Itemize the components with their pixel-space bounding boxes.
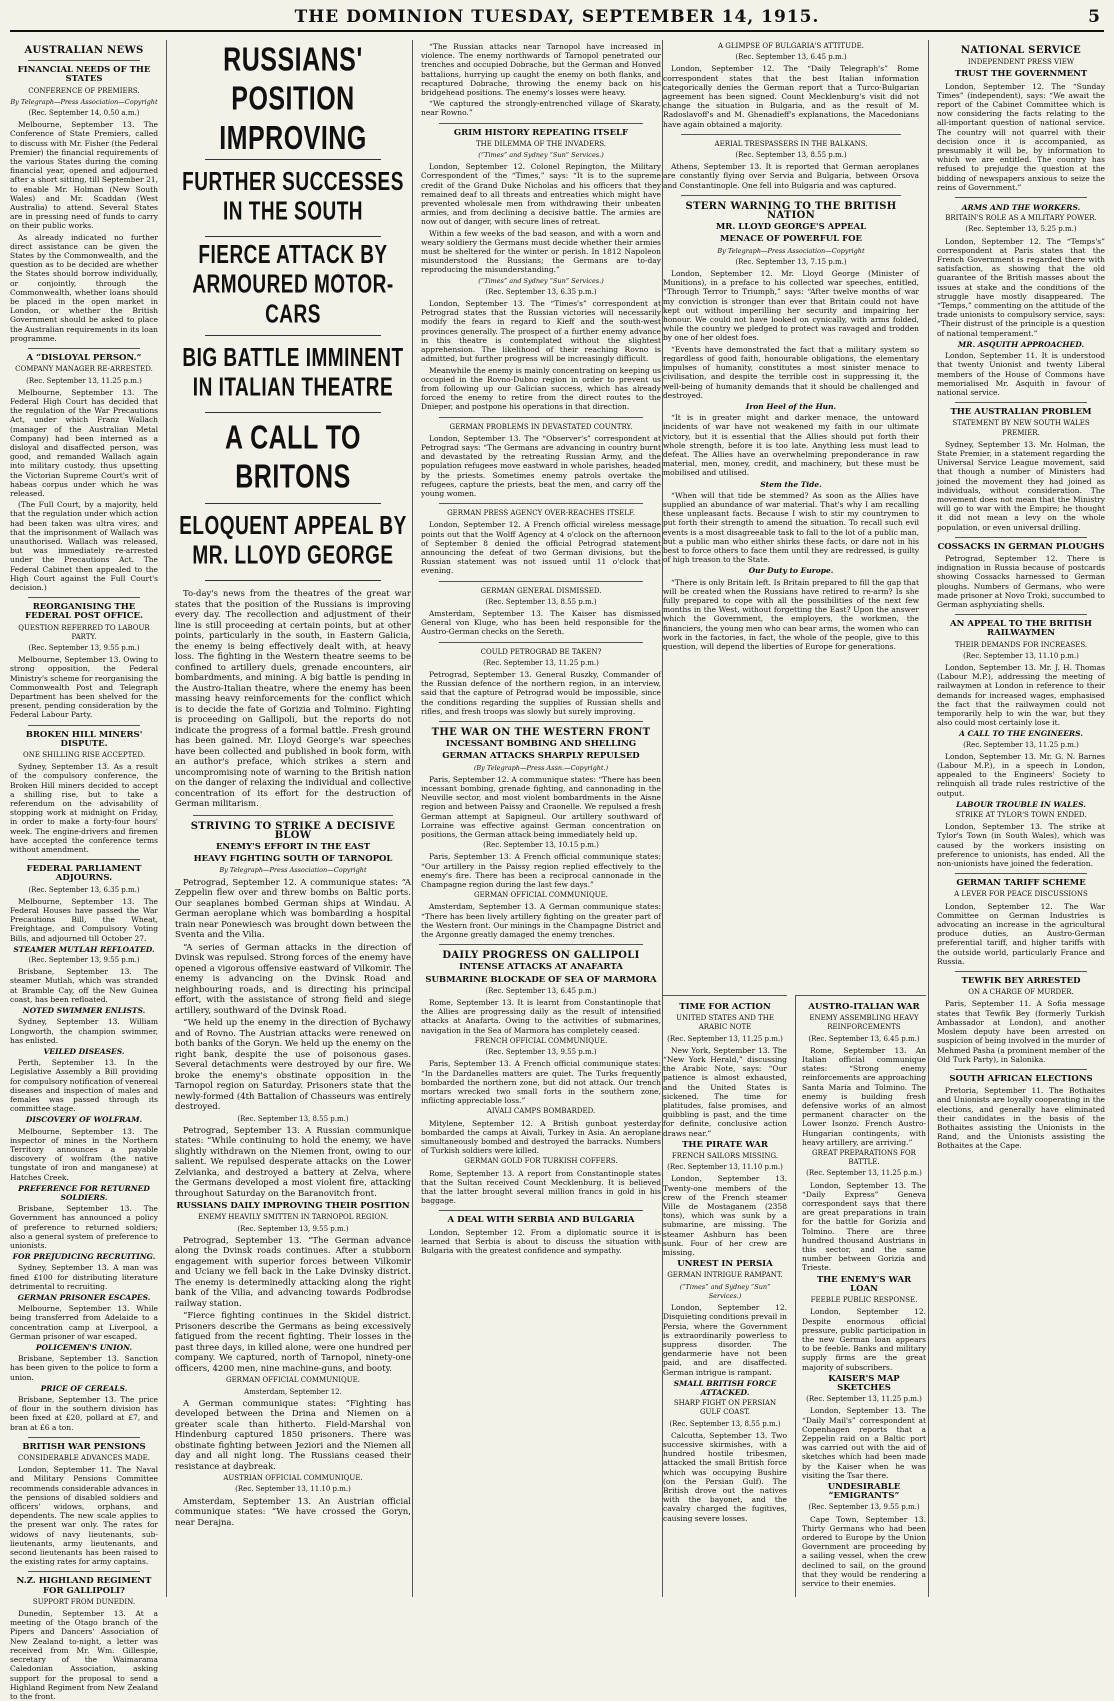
dateline: (Rec. September 13, 6.45 p.m.) (735, 53, 847, 62)
article-paragraph: Calcutta, September 13. Two successive skirmishes, with a hundred hostile tribesmen, attacked the small British force which was occupying Bushire (on the Persian Gulf). The British drove out the natives with the bayonet, and the cavalry charged the fugitives, causing severe losses. (663, 1430, 787, 1523)
article-paragraph: Brisbane, September 13. The steamer Mutlah, which was stranded at Bramble Cay, off the New Guinea coast, has been refloated. (10, 967, 158, 1004)
austro-italian-war-section (795, 995, 926, 1597)
article-paragraph: London, September 12. Colonel Repington, the Military Correspondent of the “Times,” says: “It is to the supreme credit of the Grand Duke Nicholas and his officers that they remained deaf to all threats and entreaties which might have prevented wholesale men from withdrawing their unbeaten armies, and from declining a decisive battle. The armies are now out of danger, with secure lines of retreat. (421, 162, 661, 227)
dateline: Amsterdam, September 12. (244, 1387, 342, 1396)
dateline: (Rec. September 13, 5.25 p.m.) (965, 225, 1077, 234)
subheading: INTENSE ATTACKS AT ANAFARTA (459, 962, 623, 973)
credit-line: (“Times” and Sydney “Sun” Services.) (478, 276, 604, 285)
dateline: (Rec. September 13, 6.45 p.m.) (808, 1034, 920, 1043)
subheading: ENEMY'S EFFORT IN THE EAST (215, 841, 371, 852)
article-headline: THE WAR ON THE WESTERN FRONT (431, 727, 651, 738)
article-headline: KAISER'S MAP SKETCHES (828, 1373, 900, 1393)
subheading: MR. LLOYD GEORGE'S APPEAL (715, 222, 867, 233)
article-headline: GERMAN PRISONER ESCAPES. (17, 1292, 151, 1302)
article-paragraph: Perth, September 13. In the Legislative Assembly a Bill providing for compulsory notification of venereal diseases and inspection of males and females was passed through its committee stage. (10, 1058, 158, 1114)
article-headline: ARMS AND THE WORKERS. (961, 203, 1081, 213)
article-paragraph: “We held up the enemy in the direction of Bychawy and of Rovno. The Austrian attacks were renewed on both banks of the Goryn. We held up the enemy on the right bank, despite the use of poisonous gases. Several detachments were destroyed by our fire. We broke the enemy's obstinate opposition in the Tarnopol region on Saturday. Prisoners state that the newly-formed (4th Battalion of Chasseurs was entirely destroyed. (175, 1018, 411, 1113)
article-paragraph: Meanwhile the enemy is mainly concentrating on keeping us occupied in the Rovno-Dubno region in order to prevent us from following up our Galician success, which has already forced the enemy to retire from the direct routes to the Dnieper, and postpone his operations in that direction. (421, 365, 661, 412)
dateline: (Rec. September 13, 11.25 p.m.) (483, 658, 599, 667)
dateline: (Rec. September 13, 11.25 p.m.) (806, 1169, 922, 1178)
crosshead: SMALL BRITISH FORCE ATTACKED. (673, 1378, 777, 1397)
article-paragraph: As already indicated no further direct assistance can be given the States by the Commonwealth, and the question as to be decided are whether the States should borrow individually, or conjointly, through the Commonwealth, whether loans should be placed in the open market in London, or whether the British Government should be asked to place the Australian requirements in its loan programme. (10, 232, 158, 343)
subheading: SUBMARINE BLOCKADE OF SEA OF MARMORA (425, 974, 657, 985)
dateline: (Rec. September 13, 11.10 p.m.) (235, 1485, 351, 1494)
article-headline: COULD PETROGRAD BE TAKEN? (480, 647, 602, 656)
article-paragraph: Melbourne, September 13. The Federal High Court has decided that the regulation of the War Precautions Act, under which Franz Wallach (manager of the Australian Metal Company) had been interned as a disloyal and disaffected person, was good, and remanded Wallach again into military custody, thus upsetting the Victorian Supreme Court's writ of habeas corpus under which he was released. (10, 387, 158, 498)
dateline: (Rec. September 13, 9.55 p.m.) (237, 1224, 349, 1233)
subheading: QUESTION REFERRED TO LABOUR PARTY. (18, 623, 150, 641)
subheading: THEIR DEMANDS FOR INCREASES. (954, 640, 1088, 649)
dateline: (Rec. September 13, 6.45 p.m.) (485, 986, 597, 995)
subheading: FEEBLE PUBLIC RESPONSE. (810, 1296, 918, 1305)
article-paragraph: Melbourne, September 13. The inspector of mines in the Northern Territory announces a payable discovery of wolfram (the native tungstate of iron and manganese) at Hatches Creek. (10, 1126, 158, 1182)
article-paragraph: Rome, September 13. It is learnt from Constantinople that the Allies are progressing daily as the result of intensified attacks at Anafarta. Owing to the activities of submarines, navigation in the Sea of Marmora has completely ceased. (421, 998, 661, 1035)
article-headline: THE PIRATE WAR (682, 1139, 768, 1150)
article-paragraph: London, September 12. The “Temps's” correspondent at Paris states that the French Government is regarded there with satisfaction, as showing that the old guarantee of the British masses about the issues at stake and the conditions of the struggle have mostly disappeared. The “Temps,” commenting on the attitude of the trade unionists to compulsory service, says: “Their distrust of the principle is a question of national temperament.” (937, 236, 1105, 338)
subheading: GERMAN INTRIGUE RAMPANT. (667, 1271, 783, 1280)
article-paragraph: Amsterdam, September 13. A German communique states: “There has been lively artillery fighting on the greater part of the Western front. Our minings in the Champagne District and the Argonne greatly damaged the enemy trenches. (421, 902, 661, 940)
column-national-service (928, 40, 1105, 1597)
column-main-war-news (166, 40, 419, 1597)
article-headline: VEILED DISEASES. (43, 1046, 125, 1056)
article-paragraph: Paris, September 13. A French official communique states: “Our artillery in the Paissy region replied effectively to the enemy's fire. There has been a reciprocal cannonade in the Champagne region during the last few days.” (421, 852, 661, 890)
crosshead: Our Duty to Europe. (748, 566, 834, 576)
subheading: COMPANY MANAGER RE-ARRESTED. (15, 365, 153, 374)
subheading: SHARP FIGHT ON PERSIAN GULF COAST. (673, 1399, 777, 1417)
article-paragraph: Cape Town, September 13. Thirty Germans who had been ordered to Europe by the Union Government are proceeding by a sailing vessel, when the crew declined to sail, on the ground that they would be rendering a service to their enemies. (802, 1514, 926, 1588)
article-headline: STRIVING TO STRIKE A DECISIVE BLOW (190, 820, 396, 841)
article-headline: FEDERAL PARLIAMENT ADJOURNS. (26, 864, 142, 884)
article-headline: POLICEMEN'S UNION. (35, 1343, 133, 1352)
dateline: (Rec. September 14, 0.50 a.m.) (28, 109, 140, 118)
subheading: CONFERENCE OF PREMIERS. (28, 86, 140, 95)
article-paragraph: Pretoria, September 11. The Bothaites and Unionists are loyally cooperating in the elections, and generally have eliminated their candidates in the basis of the Bothaites assisting the Unionists in the Rand, and the Unionists assisting the Bothaites at the Cape. (937, 1086, 1105, 1151)
article-paragraph: London, September 13. The “Observer's” correspondent at Petrograd says: “The Germans are advancing in country burnt and devastated by the retreating Russian Army, and the population refugees move eastward in whole parishes, headed by the priests. Sometimes enemy patrols overtake the refugees, capture the priests, beat the men, and carry off the young women. (421, 433, 661, 498)
masthead (10, 6, 1104, 32)
dateline: (Rec. September 13, 6.35 p.m.) (485, 287, 597, 296)
article-paragraph: Brisbane, September 13. The Government has announced a policy of preference to returned soldiers; also a general system of preference to unionists. (10, 1204, 158, 1250)
article-headline: RUSSIANS DAILY IMPROVING THEIR POSITION (176, 1201, 410, 1212)
section-heading: AUSTRALIAN NEWS (24, 45, 144, 56)
article-headline: MR. ASQUITH APPROACHED. (957, 339, 1085, 349)
article-headline: N.Z. HIGHLAND REGIMENT FOR GALLIPOLI? (16, 1576, 152, 1596)
article-paragraph: “Events have demonstrated the fact that a military system so regardless of good faith, honourable obligations, the elementary impulses of humanity, constitutes a most sinister menace to civilisation, and despite the terrible cost in suppressing it, the well-being of humanity demands that it should be challenged and destroyed. (663, 344, 919, 400)
article-headline: AN APPEAL TO THE BRITISH RAILWAYMEN (950, 619, 1092, 639)
subheading: A LEVER FOR PEACE DISCUSSIONS (954, 890, 1088, 899)
subheading: HEAVY FIGHTING SOUTH OF TARNOPOL (193, 854, 393, 865)
article-paragraph: London, September 12. Mr. Lloyd George (Minister of Munitions), in a preface to his collected war speeches, entitled, “Through Terror to Triumph,” says: “After twelve months of war my conviction is stronger than ever that Britain could not have kept out without imperilling her security and impairing her honour. We could not have looked on cynically, with arms folded, while the country we pledged to protect was ravaged and trodden by one of her oldest foes. (663, 269, 919, 343)
lloyd-george-section (663, 40, 919, 975)
article-headline: PREFERENCE FOR RETURNED SOLDIERS. (18, 1183, 150, 1202)
article-paragraph: Rome, September 13. An Italian official communique states: “Strong enemy reinforcements are approaching Santa Maria and Tolmino. The enemy is building fresh defensive works of an almost permanent character on the Lower Isonzo. French Austro-Hungarian contingents, with heavy artillery, are arriving.” (802, 1045, 926, 1147)
article-headline: GERMAN PRESS AGENCY OVER-REACHES ITSELF. (447, 509, 635, 518)
subheading: GREAT PREPARATIONS FOR BATTLE. (812, 1149, 916, 1167)
article-paragraph: Sydney, September 13. Mr. Holman, the State Premier, in a statement regarding the Universal Service League movement, said that though a number of Ministers had joined the movement they had joined as individuals, without consideration. The movement does not mean that the Ministry will go to war with the Empire; he thought it did not mean a levy on the whole population, or even universal drilling. (937, 439, 1105, 532)
article-paragraph: “There is only Britain left. Is Britain prepared to fill the gap that will be created when the Russians have retired to re-arm? Is she fully prepared to cope with all the possibilities of the next few months in the West, without forgetting the East? Upon the answer which the Government, the employers, the workmen, the financiers, the young men who can bear arms, the women who can work in the factories, in fact, the whole of the people, give to this question, will depend the liberties of Europe for generations. (663, 577, 919, 651)
article-headline: GERMAN GENERAL DISMISSED. (480, 586, 602, 595)
article-paragraph: London, September 13. Mr. J. H. Thomas (Labour M.P.), addressing the meeting of railwaymen at London in reference to their demands for increased wages, emphasised the fact that the railwaymen could not temporarily help to win the war, but they also could most certainly lose it. (937, 662, 1105, 728)
column-diplomatic-news (662, 40, 935, 1597)
article-paragraph: London, September 13. The “Times's” correspondent at Petrograd states that the Russian victories will necessarily modify the fears in regard to Kieff and the south-west provinces generally. The prospect of a further enemy advance in this theatre is contemplated without the slightest apprehension. The likelihood of their reaching Rovno is admitted, but further progress will be increasingly difficult. (421, 299, 661, 364)
article-paragraph: Melbourne, September 13. The Federal Houses have passed the War Precautions Bill, the Wheat, Freightage, and Compulsory Voting Bills, and adjourned till October 27. (10, 896, 158, 943)
credit-line: (By Telegraph—Press Assn.—Copyright.) (473, 763, 609, 772)
article-paragraph: Brisbane, September 13. The price of flour in the southern division has been fixed at £20, pollard at £7, and bran at £6 a ton. (10, 1395, 158, 1432)
dateline: (Rec. September 13, 9.55 p.m.) (485, 1048, 597, 1057)
article-paragraph: London, September 11. It is understood that twenty Unionist and twenty Liberal members of the House of Commons have memorialised Mr. Asquith in favour of national service. (937, 351, 1105, 397)
dateline: (Rec. September 13, 8.55 p.m.) (485, 597, 597, 606)
credit-line: (“Times” and Sydney “Sun” Services.) (478, 151, 604, 160)
article-paragraph: Petrograd, September 13. “The German advance along the Dvinsk roads continues. After a stubborn engagement with superior forces between Vilkomir and Uciany we fell back in the Lake Dvinsky district. The enemy is determinedly attacking along the right bank of the Vilia, and advancing towards Podbrodse railway station. (175, 1235, 411, 1309)
article-paragraph: Paris, September 12. A communique states: “There has been incessant bombing, grenade fighting, and cannonading in the Neuville sector, and most violent bombardments in the Aisne region and between Paissy and Craonelle. We repulsed a fresh German attempt at Sapigneul. Our artillery southward of Lorraine was effective against German concentration on positions, the German attack being immediately held up. (421, 774, 661, 840)
article-paragraph: London, September 13. The “Daily Express” Geneva correspondent says that there are great preparations in train for the battle for Gorizia and Tolmino. There are three hundred thousand Austrians in this sector, and the same number between Gorizia and Trieste. (802, 1180, 926, 1273)
article-paragraph: Petrograd, September 12. A communique states: “A Zeppelin flew over and threw bombs on Baltic ports. Our seaplanes bombed German ships at Windau. A German aeroplane which was bombarding a hospital train near Ponewiesch was brought down between the Sventa and the Vilia. (175, 877, 411, 941)
subheading: TRUST THE GOVERNMENT (954, 69, 1088, 80)
subheading: FRENCH SAILORS MISSING. (671, 1152, 779, 1161)
article-headline: UNREST IN PERSIA (677, 1259, 773, 1270)
article-headline: AIVALI CAMPS BOMBARDED. (486, 1107, 596, 1116)
article-paragraph: Melbourne, September 13. The Conference of State Premiers, called to discuss with Mr. Fisher (the Federal Premier) the financial requirements of the various States during the coming financial year, opened and adjourned after a short sitting, till September 21, to enable Mr. Holman (New South Wales) and Mr. Scaddan (West Australia) to attend. Several States are in pressing need of funds to carry on their public works. (10, 120, 158, 231)
article-headline: A CALL TO THE ENGINEERS. (959, 729, 1083, 739)
dateline: (Rec. September 13, 9.55 p.m.) (808, 1503, 920, 1512)
article-headline: FRENCH OFFICIAL COMMUNIQUE. (474, 1036, 608, 1045)
subheading: CONSIDERABLE ADVANCES MADE. (18, 1454, 150, 1463)
column-australian-news (10, 40, 164, 1701)
article-paragraph: Petrograd, September 13. General Ruszky, Commander of the Russian defence of the northern region, in an interview, said that the capture of Petrograd would be impossible, since the conditions regarding the supplies of Russian shells and rifles, and fresh troops was slowly but surely improving. (421, 669, 661, 716)
article-paragraph: Petrograd, September 13. A Russian communique states: “While continuing to hold the enemy, we have slightly withdrawn on the Niemen front, owing to our salient. We repulsed desperate attacks on the Lower Zelvianka, and destroyed a battery at Zelva, where the Germans developed a most violent fire, attacking throughout Saturday on the Baranovitch front. (175, 1125, 411, 1199)
article-paragraph: London, September 13. Twenty-one members of the crew of the French steamer Ville de Mostaganem (2358 tons), which was sunk by a submarine, are missing. The steamer Ashburn has been sunk. Four of her crew are missing. (663, 1174, 787, 1258)
subheading: UNITED STATES AND THE ARABIC NOTE (676, 1014, 774, 1032)
article-paragraph: Petrograd, September 12. There is indignation in Russia because of postcards showing Cossacks harnessed to German ploughs. Numbers of Germans, who were made prisoner at Novo Troki, succumbed to German asphyxiating shells. (937, 553, 1105, 609)
article-headline: AERIAL TRESPASSERS IN THE BALKANS. (714, 139, 868, 148)
article-paragraph: Paris, September 11. A Sofia message states that Tewfik Bey (formerly Turkish Ambassador at London), and another Moslem deputy have been arrested on suspicion of being involved in the murder of Mehmed Pasha (a prominent member of the Old Turk Party), in Salonika. (937, 999, 1105, 1064)
deck-headline: A CALL TO BRITONS (225, 418, 361, 496)
article-paragraph: London, September 12. Despite enormous official pressure, public participation in the new German loan appears to be feeble. Banks and military supply firms are the great majority of subscribers. (802, 1307, 926, 1372)
article-paragraph: London, September 12. The “Daily Telegraph's” Rome correspondent states that the best Italian information categorically denies the German report that a Turco-Bulgarian agreement has been signed. Count Mecklenburg's visit did not change the situation in Bulgaria, and as the result of M. Radoslavoff's and M. Ghenadieff's explanations, the Macedonians have again obtained a majority. (663, 64, 919, 129)
article-headline: TIME FOR ACTION (679, 1002, 771, 1012)
article-paragraph: London, September 11. The Naval and Military Pensions Committee recommends considerable advances in the pensions of disabled soldiers and officers' widows, orphans, and dependents. The new scale applies to the present war only. The rates for widows of navy lieutenants, sub-lieutenants, army lieutenants, and second lieutenants has been raised to the existing rates for army captains. (10, 1465, 158, 1567)
deck-headline: BIG BATTLE IMMINENT IN ITALIAN THEATRE (182, 344, 404, 403)
lead-paragraph: To-day's news from the theatres of the great war states that the position of the Russians is improving every day. The recollection and adjustment of their line is still proceeding at certain points, but at other points, particularly in the south, in Eastern Galicia, the enemy is being effectively dealt with, at heavy loss. The fighting in the Western theatre seems to be confined to artillery duels, grenade encounters, air bombardments, and mining. A big battle is pending in the Austro-Italian theatre, where the enemy has been massing heavy reinforcements for the conflict which is to decide the fate of Gorizia and Tolmino. Fighting is proceeding on Gallipoli, but the reports do not indicate the progress of a formal battle. Fresh ground has been gained. Mr. Lloyd George's war speeches have been collected and published in book form, with an author's preface, which strikes a stern and uncompromising note of warning to the British nation on the danger of relaxing the individual and collective concentration of its effort for the destruction of German militarism. (175, 589, 411, 809)
article-paragraph: Melbourne, September 13. While being transferred from Adelaide to a concentration camp at Liverpool, a German prisoner of war escaped. (10, 1304, 158, 1341)
credit-line: By Telegraph—Press Association—Copyright (717, 246, 865, 255)
dateline: (Rec. September 13, 11.10 p.m.) (667, 1163, 783, 1172)
page-number: 5 (1088, 7, 1100, 27)
article-paragraph: London, September 13. Mr. G. N. Barnes (Labour M.P.), in a speech in London, appealed to the Engineers' Society to relinquish all trade rules restrictive of the output. (937, 751, 1105, 798)
article-paragraph: A German communique states: “Fighting has developed between the Drina and Niemen on a greater scale than hitherto. Field-Marshal von Hindenburg captured 1850 prisoners. There was obstinate fighting between Jeziori and the Niemen all day and all night long. The Russians ceased their resistance at daybreak. (175, 1398, 411, 1472)
credit-line: (“Times” and Sydney “Sun” Services.) (679, 1282, 771, 1300)
article-paragraph: London, September 12. A French official wireless message points out that the Wolff Agency at 4 o'clock on the afternoon of September 8 denied the official Petrograd statement announcing the defeat of two German divisions, but the Russian statement was not issued until 11 o'clock that evening. (421, 520, 661, 576)
article-headline: BRITISH WAR PENSIONS (22, 1441, 146, 1452)
dateline: (Rec. September 13, 9.55 p.m.) (28, 643, 140, 652)
article-headline: A GLIMPSE OF BULGARIA'S ATTITUDE. (718, 42, 864, 50)
article-paragraph: London, September 12. The War Committee on German Industries is advocating an increase in the agricultural produce duties, an Austro-German preferential tariff, and higher tariffs with the outside world, particularly France and Russia. (937, 901, 1105, 966)
subheading: ENEMY ASSEMBLING HEAVY REINFORCEMENTS (809, 1014, 919, 1032)
dateline: (Rec. September 13, 8.55 p.m.) (735, 151, 847, 160)
article-headline: STEAMER MUTLAH REFLOATED. (13, 944, 155, 954)
subheading: GERMAN ATTACKS SHARPLY REPULSED (442, 751, 640, 762)
deck-headline: FURTHER SUCCESSES IN THE SOUTH (182, 168, 404, 227)
subheading: THE DILEMMA OF THE INVADERS. (475, 139, 607, 148)
article-paragraph: “Fierce fighting continues in the Skidel district. Prisoners describe the Germans as being excessively fatigued from the recent fighting. Their losses in the past three days, in killed alone, were one hundred per company. We captured, north of Tarnopol, ninety-one officers, 4200 men, nine machine-guns, and booty. (175, 1311, 411, 1374)
article-headline: GERMAN OFFICIAL COMMUNIQUE. (473, 891, 608, 900)
deck-headline: FIERCE ATTACK BY ARMOURED MOTOR-CARS (192, 241, 394, 330)
article-paragraph: “A series of German attacks in the direction of Dvinsk was repulsed. Strong forces of the enemy have opened a vigorous offensive eastward of Vilkomir. The enemy is advancing on the Dvinsk Road and neighbouring roads, and is directing his principal effort, with the assistance of strong field and siege artillery, southward of the Dvinsk Road. (175, 942, 411, 1016)
article-paragraph: Dunedin, September 13. At a meeting of the Otago branch of the Pipers and Dancers' Association of New Zealand to-night, a letter was received from Mr. Wm. Gillespie, secretary of the Waimarama Caledonian Association, asking support for the proposal to send a Highland Regiment from New Zealand to the front. (10, 1609, 158, 1701)
article-paragraph: “The Russian attacks near Tarnopol have increased in violence. The enemy northwards of Tarnopol penetrated our trenches and occupied Dobrache, but the German and Honved battalions, hurrying up caught the enemy on both flanks, and recaptured Dobrache, throwing the enemy back on his bridgehead positions. The enemy's losses were heavy. (421, 42, 661, 98)
article-headline: NOTED SWIMMER ENLISTS. (22, 1006, 146, 1016)
article-paragraph: London, September 13. The strike at Tylor's Town (in South Wales), which was caused by the workers insisting on preference to unionists, has ended. All the non-unionists have joined the federation. (937, 822, 1105, 869)
subheading: SUPPORT FROM DUNEDIN. (32, 1597, 136, 1606)
subheading: FINANCIAL NEEDS OF THE STATES (17, 65, 151, 85)
article-paragraph: Athens, September 13. It is reported that German aeroplanes are constantly flying over Servia and Bulgaria, between Orsova and Constantinople. One fell into Bulgaria and was captured. (663, 162, 919, 190)
article-paragraph: “We captured the strongly-entrenched village of Skaraty, near Rowno.” (421, 99, 661, 118)
subheading: STRIKE AT TYLOR'S TOWN ENDED. (955, 811, 1087, 820)
article-paragraph: Sydney, September 13. As a result of the compulsory conference, the Broken Hill miners decided to accept a shilling rise, but to take a referendum on the advisability of stopping work at midnight on Friday, in order to make a forty-four hours' week. The engine-drivers and firemen have accepted the conference terms without amendment. (10, 762, 158, 855)
article-headline: THE ENEMY'S WAR LOAN (816, 1274, 912, 1294)
article-paragraph: “It is in greater might and darker menace, the untoward incidents of war have not weakened my faith in our ultimate victory, but it is essential that the Allies should put forth their whole strength, before it is too late. Anything less must lead to defeat. The Allies have an overwhelming preponderance in raw material, men, money, credit, and machinery, but these must be mobilised and utilised. (663, 413, 919, 478)
column-war-reports (412, 40, 669, 1597)
article-headline: STERN WARNING TO THE BRITISH NATION (685, 200, 897, 222)
article-headline: GERMAN TARIFF SCHEME (956, 878, 1086, 889)
subheading: MENACE OF POWERFUL FOE (719, 234, 863, 245)
dateline: (Rec. September 13, 11.10 p.m.) (963, 651, 1079, 660)
subheading: ENEMY HEAVILY SMITTEN IN TARNOPOL REGION. (197, 1213, 389, 1222)
article-headline: GERMAN PROBLEMS IN DEVASTATED COUNTRY. (449, 422, 633, 431)
dateline: (Rec. September 13, 6.35 p.m.) (28, 885, 140, 894)
article-paragraph: Within a few weeks of the bad season, and with a worn and weary soldiery the Germans must decide whether their armies must be sheltered for the winter or perish. In 1812 Napoleon misunderstood the Russians; the Germans are to-day reproducing the misunderstanding.” (421, 228, 661, 275)
article-headline: BROKEN HILL MINERS' DISPUTE. (25, 729, 143, 749)
subheading: INCESSANT BOMBING AND SHELLING (445, 739, 637, 750)
article-paragraph: London, September 12. The “Sunday Times” (independent), says: “We await the report of the Cabinet Committee which is now considering the facts relating to the all-important question of national service. The country will not quarrel with their decision once it is accompanied, as presumably it will be, by information to which we are entitled. The country has refused to prejudge the question at the bidding of newspapers anxious to seize the reins of Government.” (937, 81, 1105, 192)
article-headline: A “DISLOYAL PERSON.” (26, 353, 142, 364)
article-headline: COSSACKS IN GERMAN PLOUGHS (937, 541, 1105, 552)
main-headline: RUSSIANS' POSITION IMPROVING (219, 40, 367, 157)
article-headline: TEWFIK BEY ARRESTED (961, 976, 1081, 987)
time-for-action-section (663, 995, 787, 1597)
article-paragraph: Paris, September 13. A French official communique states: “In the Dardanelles matters are quiet. The Turks frequently bombarded the northern zone, but did not attack. Our trench mortars wrecked two small forts in the southern zone, inflicting appreciable loss.” (421, 1059, 661, 1106)
article-paragraph: Amsterdam, September 13. The Kaiser has dismissed General von Kluge, who has been held responsible for the Austro-German checks on the Sereth. (421, 608, 661, 637)
credit-line: By Telegraph—Press Association—Copyright (10, 97, 158, 106)
article-paragraph: Mitylene, September 12. A British gunboat yesterday bombarded the camps at Aivali, Turkey in Asia. An aeroplane simultaneously bombed and destroyed the barracks. Numbers of Turkish soldiers were killed. (421, 1118, 661, 1156)
article-paragraph: Sydney, September 13. A man was fined £100 for distributing literature detrimental to recruiting. (10, 1263, 158, 1291)
crosshead: Stem the Tide. (760, 479, 822, 489)
crosshead: Iron Heel of the Hun. (745, 401, 837, 411)
article-headline: PRICE OF CEREALS. (40, 1383, 128, 1393)
article-headline: DAILY PROGRESS ON GALLIPOLI (442, 950, 640, 962)
dateline: (Rec. September 13, 11.25 p.m.) (963, 740, 1079, 749)
article-paragraph: New York, September 13. The “New York Herald,” discussing the Arabic Note, says: “Our patience is almost exhausted, and the United States is sickened. The time for platitudes, false promises, and quibbling is past, and the time for definite, conclusive action draws near.” (663, 1045, 787, 1138)
dateline: (Rec. September 13, 8.55 p.m.) (237, 1114, 349, 1123)
article-paragraph: (The Full Court, by a majority, held that the regulation under which action had been taken was ultra vires, and that the imprisonment of Wallach was unauthorised. Wallach was released, but was immediately re-arrested under the Precautions Act. The Federal Cabinet then appealed to the High Court against the Full Court's decision.) (10, 500, 158, 592)
article-paragraph: London, September 13. The “Daily Mail's” correspondent at Copenhagen reports that a Zeppelin raid on a Baltic port was carried out with the aid of sketches which had been made by the Kaiser when he was visiting the Tsar there. (802, 1406, 926, 1480)
article-headline: GRIM HISTORY REPEATING ITSELF (453, 127, 629, 138)
dateline: (Rec. September 13, 11.25 p.m.) (667, 1034, 783, 1043)
article-paragraph: Brisbane, September 13. Sanction has been given to the police to form a union. (10, 1354, 158, 1382)
dateline: (Rec. September 13, 9.55 p.m.) (28, 956, 140, 965)
subheading: INDEPENDENT PRESS VIEW (967, 58, 1075, 67)
subheading: ONE SHILLING RISE ACCEPTED. (23, 751, 145, 760)
article-headline: DISCOVERY OF WOLFRAM. (25, 1115, 143, 1125)
article-paragraph: Melbourne, September 13. Owing to strong opposition, the Federal Ministry's scheme for reorganising the Commonwealth Post and Telegraph Department has been shelved for the present, pending consideration by the Federal Labour Party. (10, 655, 158, 720)
subheading: BRITAIN'S ROLE AS A MILITARY POWER. (945, 214, 1097, 223)
article-headline: GERMAN GOLD FOR TURKISH COFFERS. (464, 1157, 618, 1166)
subheading: ON A CHARGE OF MURDER. (968, 988, 1074, 997)
article-headline: AUSTRO-ITALIAN WAR (808, 1002, 920, 1012)
article-headline: AUSTRIAN OFFICIAL COMMUNIQUE. (223, 1474, 363, 1483)
article-paragraph: London, September 12. Disquieting conditions prevail in Persia, where the Government is extraordinarily powerless to suppress disorder. The gendarmerie have not been paid, and are disaffected. German intrigue is rampant. (663, 1303, 787, 1377)
dateline: (Rec. September 13, 7.15 p.m.) (735, 257, 847, 266)
article-headline: SOUTH AFRICAN ELECTIONS (949, 1073, 1093, 1084)
article-paragraph: “When will that tide be stemmed? As soon as the Allies have supplied an abundance of war material. That's why I am recalling these unpleasant facts. Because I wish to stir my countrymen to put forth their strength to amend the situation. To recall such evil events is a most disagreeable task to fall to the lot of a public man, but a public man who either shirks these facts, or dare not in his best to force others to face them until they are redressed, is guilty of high treason to the State. (663, 490, 919, 565)
dateline: (Rec. September 13, 10.15 p.m.) (483, 841, 599, 850)
article-headline: GERMAN OFFICIAL COMMUNIQUE. (225, 1376, 360, 1385)
article-headline: THE AUSTRALIAN PROBLEM (950, 407, 1092, 418)
dateline: (Rec. September 13, 11.25 p.m.) (26, 376, 142, 385)
dateline: (Rec. September 13, 8.55 p.m.) (669, 1419, 781, 1428)
article-headline: LABOUR TROUBLE IN WALES. (956, 799, 1086, 809)
article-paragraph: London, September 12. From a diplomatic source it is learned that Serbia is about to discuss the situation with Bulgaria with the greatest confidence and sympathy. (421, 1227, 661, 1255)
article-headline: UNDESIRABLE “EMIGRANTS” (827, 1481, 901, 1502)
subheading: STATEMENT BY NEW SOUTH WALES PREMIER. (952, 419, 1090, 437)
article-headline: REORGANISING THE FEDERAL POST OFFICE. (25, 602, 143, 622)
article-headline: FOR PREJUDICING RECRUITING. (12, 1252, 156, 1262)
article-paragraph: Sydney, September 13. William Longworth, the champion swimmer, has enlisted. (10, 1017, 158, 1045)
credit-line: By Telegraph—Press Association—Copyright (219, 866, 367, 875)
article-paragraph: Amsterdam, September 13. An Austrian official communique states: “We have crossed the Goryn, near Derajna. (175, 1496, 411, 1528)
article-headline: A DEAL WITH SERBIA AND BULGARIA (447, 1215, 635, 1226)
dateline: (Rec. September 13, 11.25 p.m.) (806, 1395, 922, 1404)
masthead-title: THE DOMINION TUESDAY, SEPTEMBER 14, 1915. (294, 7, 820, 27)
section-heading: NATIONAL SERVICE (960, 45, 1082, 56)
deck-headline: ELOQUENT APPEAL BY MR. LLOYD GEORGE (179, 512, 407, 571)
article-paragraph: Rome, September 13. A report from Constantinople states that the Sultan received Count Mecklenburg. It is believed that the latter brought several million francs in gold in his baggage. (421, 1168, 661, 1206)
